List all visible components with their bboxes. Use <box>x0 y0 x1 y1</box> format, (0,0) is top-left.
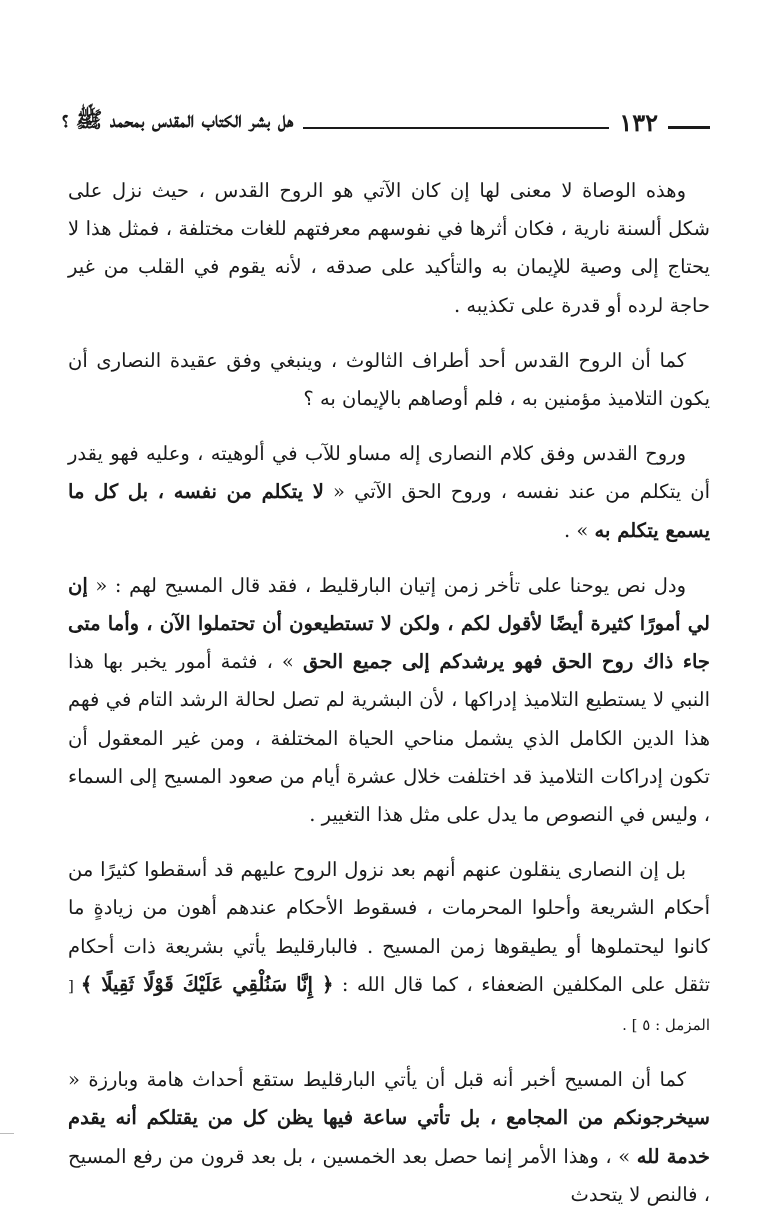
paragraph-3-end: » . <box>564 518 595 542</box>
paragraph-5-text: بل إن النصارى ينقلون عنهم أنهم بعد نزول الروح عليهم قد أسقطوا كثيرًا من أحكام الشريعة وأحلوا المحرمات ، فسقوط الأحكام عندهم أهون من زيادةٍ ما كانوا ليحتملوها أو يطيقوها زمن المسيح . فالبارقليط يأتي بشريعة ذات أحكام تثقل على المكلفين الضعفاء ، كما قال الله : <box>68 858 711 996</box>
scan-edge-line <box>0 1133 14 1134</box>
paragraph-2: كما أن الروح القدس أحد أطراف الثالوث ، وينبغي وفق عقيدة النصارى أن يكون التلاميذ مؤمنين به ، فلم أوصاهم بالإيمان به ؟ <box>68 348 710 411</box>
quran-verse: ﴿ إِنَّا سَنُلْقِي عَلَيْكَ قَوْلًا ثَقِيلًا ﴾ <box>80 972 334 996</box>
page-body <box>68 172 710 1231</box>
paragraph-4-rest: » ، فثمة أمور يخبر بها هذا النبي لا يستطيع التلاميذ إدراكها ، لأن البشرية لم تصل لحالة الرشد التام في فهم هذا الدين الكامل الذي يشمل مناحي الحياة المختلفة ، ومن غير المعقول أن تكون إدراكات التلاميذ قد اختلفت خلال عشرة أيام من صعود المسيح إلى السماء ، وليس في النصوص ما يدل على مثل هذا التغيير . <box>68 650 710 827</box>
verse-reference: [ المزمل : ٥ ] . <box>68 976 710 1035</box>
gospel-quote: إن لي أمورًا كثيرة أيضًا لأقول لكم ، ولكن لا تستطيعون أن تحتملوا الآن ، وأما متى جاء ذاك روح الحق فهو يرشدكم إلى جميع الحق <box>68 573 710 674</box>
header-rule-short <box>668 126 710 129</box>
paragraph-4-text: ودل نص يوحنا على تأخر زمن إتيان البارقليط ، فقد قال المسيح لهم : « <box>87 573 686 597</box>
header-rule-long <box>303 127 609 129</box>
paragraph-3-text: وروح القدس وفق كلام النصارى إله مساو للآب في ألوهيته ، وعليه فهو يقدر أن يتكلم من عند نفسه ، وروح الحق الآتي « <box>68 442 711 504</box>
page-number: ١٣٢ <box>619 107 658 137</box>
running-header <box>62 100 710 144</box>
book-title: هل بشر الكتاب المقدس بمحمد ﷺ ؟ <box>62 107 294 133</box>
paragraph-6-text: كما أن المسيح أخبر أنه قبل أن يأتي البارقليط ستقع أحداث هامة وبارزة « <box>68 1068 686 1092</box>
paragraph-3 <box>68 435 710 550</box>
paragraph-4 <box>68 567 710 834</box>
gospel-quote: سيخرجونكم من المجامع ، بل تأتي ساعة فيها يظن كل من يقتلكم أنه يقدم خدمة لله <box>68 1106 710 1168</box>
paragraph-6 <box>68 1061 710 1214</box>
paragraph-1: وهذه الوصاة لا معنى لها إن كان الآتي هو الروح القدس ، حيث نزل على شكل ألسنة نارية ، فكان أثرها في نفوسهم معرفتهم للغات مختلفة ، فمثل هذا لا يحتاج إلى وصية للإيمان به والتأكيد على صدقه ، لأنه يقوم في القلب من غير حاجة لرده أو قدرة على تكذيبه . <box>68 179 710 317</box>
paragraph-5 <box>68 851 710 1044</box>
gospel-quote: لا يتكلم من نفسه ، بل كل ما يسمع يتكلم به <box>68 480 710 542</box>
paragraph-6-rest: » ، وهذا الأمر إنما حصل بعد الخمسين ، بل بعد قرون من رفع المسيح ، فالنص لا يتحدث <box>68 1144 710 1206</box>
